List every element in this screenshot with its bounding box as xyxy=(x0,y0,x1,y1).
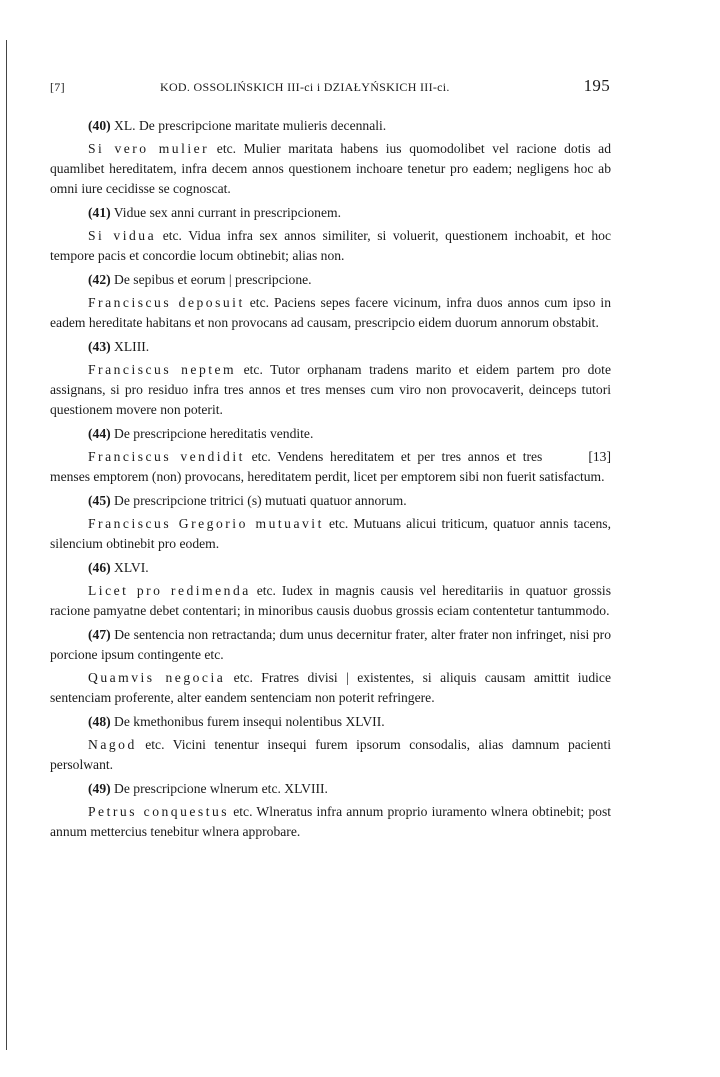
entry-number: (46) xyxy=(88,560,111,575)
incipit: Quamvis negocia xyxy=(88,670,226,685)
entry-42 xyxy=(50,270,611,333)
entry-46 xyxy=(50,558,611,621)
entry-text xyxy=(50,735,611,775)
entry-heading: De sentencia non retractanda; dum unus decernitur frater, alter frater non infringet, nisi pro porcione ipsum contingente etc. xyxy=(50,627,611,662)
section-marker: [7] xyxy=(50,80,65,94)
incipit: Nagod xyxy=(88,737,137,752)
entry-title xyxy=(50,203,611,223)
entry-title xyxy=(50,270,611,290)
entry-number: (42) xyxy=(88,272,111,287)
entry-title xyxy=(50,779,611,799)
entry-heading: De prescripcione wlnerum etc. XLVIII. xyxy=(110,781,328,796)
entry-content: etc. Vendens hereditatem et per tres annos et tres menses emptorem (non) provocans, hereditatem perdit, licet per emptorem sibi non fuerit satisfactum. xyxy=(50,449,605,484)
entry-text xyxy=(50,668,611,708)
entry-text xyxy=(50,293,611,333)
entry-49 xyxy=(50,779,611,842)
incipit: Franciscus neptem xyxy=(88,362,237,377)
entry-content: etc. Fratres divisi | existentes, si aliquis causam amittit iudice sentenciam proferente, alter eandem sentenciam non poterit refringere. xyxy=(50,670,611,705)
entry-title xyxy=(50,491,611,511)
entry-number: (45) xyxy=(88,493,111,508)
incipit: Si vidua xyxy=(88,228,157,243)
entry-text xyxy=(50,802,611,842)
entry-number: (47) xyxy=(88,627,111,642)
entry-number: (41) xyxy=(88,205,111,220)
entry-43 xyxy=(50,337,611,420)
entry-48 xyxy=(50,712,611,775)
entry-title xyxy=(50,625,611,665)
entry-heading: De sepibus et eorum | prescripcione. xyxy=(110,272,312,287)
entry-text xyxy=(50,226,611,266)
entry-heading: XL. De prescripcione maritate mulieris decennali. xyxy=(110,118,387,133)
page-number: 195 xyxy=(583,76,610,95)
entry-40 xyxy=(50,116,611,199)
entry-text xyxy=(50,514,611,554)
entry-title xyxy=(50,558,611,578)
incipit: Si vero mulier xyxy=(88,141,210,156)
entry-number: (44) xyxy=(88,426,111,441)
entry-title xyxy=(50,712,611,732)
left-margin-rule xyxy=(6,40,7,1050)
entry-text xyxy=(50,139,611,199)
incipit: Franciscus deposuit xyxy=(88,295,245,310)
running-header xyxy=(50,78,610,102)
entry-heading: De prescripcione tritrici (s) mutuati quatuor annorum. xyxy=(110,493,407,508)
entry-content: etc. Mulier maritata habens ius quomodolibet vel racione dotis ad quamlibet hereditatem, infra decem annos questionem inchoare tenetur pro eadem; negligens hoc ab omni iure cecidisse se cognoscat. xyxy=(50,141,611,196)
entry-44 xyxy=(50,424,611,487)
entry-content: etc. Vicini tenentur insequi furem ipsorum consodalis, alias damnum pacienti persolwant. xyxy=(50,737,611,772)
running-title: KOD. OSSOLIŃSKICH III-ci i DZIAŁYŃSKICH III-ci. xyxy=(160,80,450,94)
entry-content: etc. Mutuans alicui triticum, quatuor annis tacens, silencium obtinebit pro eodem. xyxy=(50,516,611,551)
incipit: Petrus conquestus xyxy=(88,804,230,819)
entry-title xyxy=(50,116,611,136)
entry-41 xyxy=(50,203,611,266)
entry-number: (43) xyxy=(88,339,111,354)
entry-47 xyxy=(50,625,611,708)
entry-number: (40) xyxy=(88,118,111,133)
entry-heading: XLVI. xyxy=(110,560,149,575)
entry-number: (48) xyxy=(88,714,111,729)
entry-title xyxy=(50,424,611,444)
entry-heading: De prescripcione hereditatis vendite. xyxy=(110,426,314,441)
entry-number: (49) xyxy=(88,781,111,796)
entry-title xyxy=(50,337,611,357)
entry-text xyxy=(50,581,611,621)
margin-folio-marker: [13] xyxy=(588,449,611,464)
page-body xyxy=(50,116,611,846)
entry-45 xyxy=(50,491,611,554)
entry-content: etc. Iudex in magnis causis vel hereditariis in quatuor grossis racione pamyatne debet contentari; in minoribus causis duobus grossis eciam contentetur tantummodo. xyxy=(50,583,611,618)
entry-text xyxy=(50,360,611,420)
entry-content: etc. Paciens sepes facere vicinum, infra duos annos cum ipso in eadem hereditate habitans et non provocans ad causam, prescripcio eidem duorum annorum obstabit. xyxy=(50,295,611,330)
entry-heading: Vidue sex anni currant in prescripcionem. xyxy=(110,205,341,220)
entry-content: etc. Wlneratus infra annum proprio iuramento wlnera obtinebit; post annum mettercius tenebitur wlnera approbare. xyxy=(50,804,612,839)
entry-heading: De kmethonibus furem insequi nolentibus XLVII. xyxy=(110,714,385,729)
incipit: Franciscus vendidit xyxy=(88,449,245,464)
incipit: Franciscus Gregorio mutuavit xyxy=(88,516,324,531)
incipit: Licet pro redimenda xyxy=(88,583,251,598)
entry-text xyxy=(50,447,611,487)
entry-content: etc. Vidua infra sex annos similiter, si voluerit, questionem inchoabit, et hoc tempore pacis et concordie locum obtinebit; alias non. xyxy=(50,228,611,263)
entry-heading: XLIII. xyxy=(110,339,150,354)
entry-content: etc. Tutor orphanam tradens marito et eidem partem pro dote assignans, si pro residuo infra tres annos et tres menses cum viro non provocaverit, deinceps tutori questionem movere non poterit. xyxy=(50,362,611,417)
